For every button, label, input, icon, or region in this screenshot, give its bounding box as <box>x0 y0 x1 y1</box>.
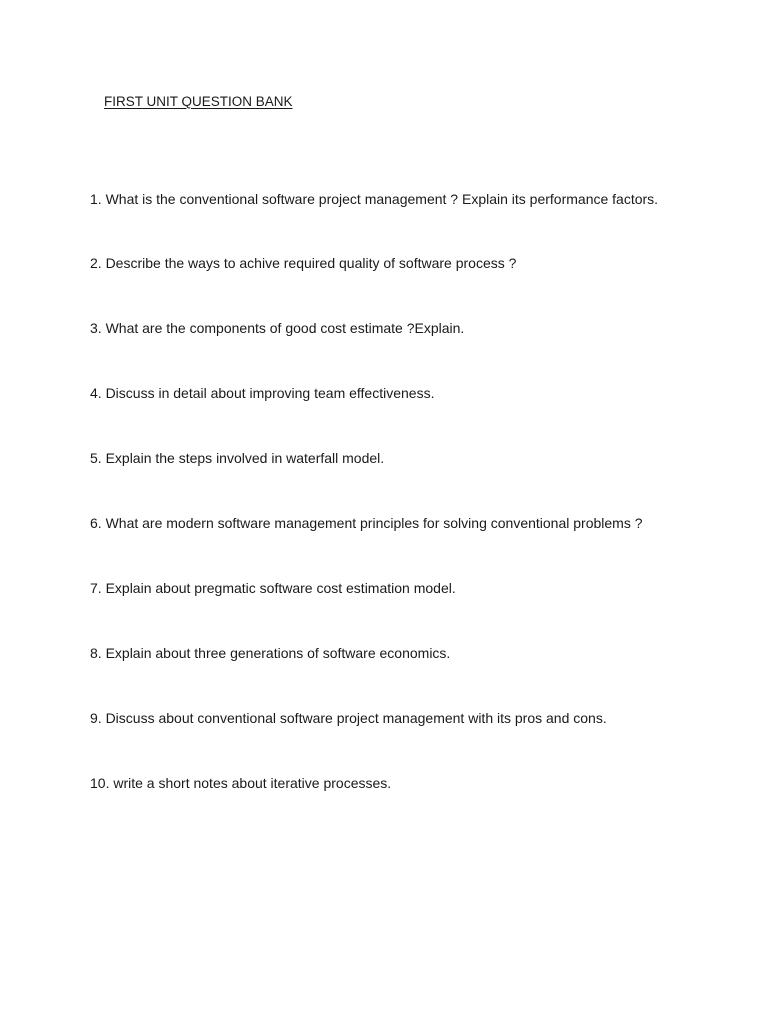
question-item-4: 4. Discuss in detail about improving team effectiveness. <box>90 385 435 401</box>
question-item-7: 7. Explain about pregmatic software cost estimation model. <box>90 580 456 596</box>
question-list <box>90 188 690 795</box>
document-title: FIRST UNIT QUESTION BANK <box>104 94 293 109</box>
question-item-5: 5. Explain the steps involved in waterfall model. <box>90 450 385 466</box>
question-item-2: 2. Describe the ways to achive required quality of software process ? <box>90 255 517 271</box>
question-item-9: 9. Discuss about conventional software project management with its pros and cons. <box>90 710 607 726</box>
question-item-3: 3. What are the components of good cost estimate ?Explain. <box>90 320 465 336</box>
question-item-8: 8. Explain about three generations of software economics. <box>90 645 451 661</box>
question-item-1: 1. What is the conventional software project management ? Explain its performance factors. <box>90 191 659 207</box>
question-item-6: 6. What are modern software management principles for solving conventional problems ? <box>90 515 643 531</box>
question-item-10: 10. write a short notes about iterative processes. <box>90 775 392 791</box>
